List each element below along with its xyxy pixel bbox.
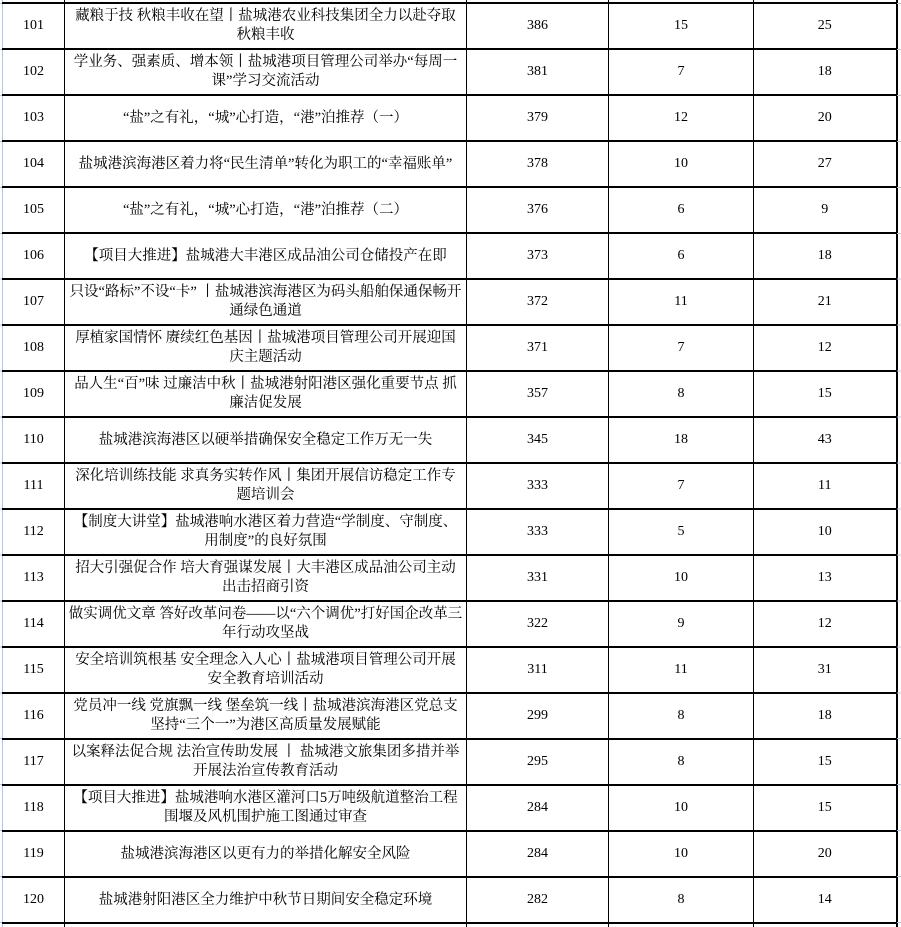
row-index: 102 xyxy=(3,49,65,95)
row-index: 107 xyxy=(3,279,65,325)
value-col-2: 11 xyxy=(609,279,754,325)
article-title: 做实调优文章 答好改革问卷——以“六个调优”打好国企改革三年行动攻坚战 xyxy=(65,601,467,647)
value-col-3: 20 xyxy=(754,95,897,141)
spacer-cell xyxy=(3,923,65,927)
articles-table xyxy=(2,0,898,927)
article-title: 【项目大推进】盐城港响水港区灌河口5万吨级航道整治工程围堰及风机围护施工图通过审查 xyxy=(65,785,467,831)
table-row xyxy=(3,877,897,923)
table-row xyxy=(3,739,897,785)
value-col-1: 386 xyxy=(467,3,609,49)
value-col-1: 378 xyxy=(467,141,609,187)
row-index: 110 xyxy=(3,417,65,463)
table-row xyxy=(3,371,897,417)
value-col-2: 8 xyxy=(609,693,754,739)
value-col-1: 333 xyxy=(467,509,609,555)
value-col-1: 373 xyxy=(467,233,609,279)
value-col-1: 376 xyxy=(467,187,609,233)
value-col-2: 10 xyxy=(609,831,754,877)
value-col-1: 311 xyxy=(467,647,609,693)
row-index: 109 xyxy=(3,371,65,417)
table-row xyxy=(3,831,897,877)
article-title: 盐城港滨海港区着力将“民生清单”转化为职工的“幸福账单” xyxy=(65,141,467,187)
article-title: 盐城港滨海港区以硬举措确保安全稳定工作万无一失 xyxy=(65,417,467,463)
value-col-1: 331 xyxy=(467,555,609,601)
value-col-3: 31 xyxy=(754,647,897,693)
row-index: 115 xyxy=(3,647,65,693)
value-col-2: 12 xyxy=(609,95,754,141)
table-row xyxy=(3,785,897,831)
value-col-1: 299 xyxy=(467,693,609,739)
value-col-3: 12 xyxy=(754,601,897,647)
table-row xyxy=(3,49,897,95)
article-title: 【项目大推进】盐城港大丰港区成品油公司仓储投产在即 xyxy=(65,233,467,279)
value-col-3: 13 xyxy=(754,555,897,601)
value-col-1: 381 xyxy=(467,49,609,95)
value-col-3: 18 xyxy=(754,49,897,95)
value-col-3: 20 xyxy=(754,831,897,877)
value-col-3: 27 xyxy=(754,141,897,187)
table-row xyxy=(3,325,897,371)
article-title: 以案释法促合规 法治宣传助发展 丨 盐城港文旅集团多措并举开展法治宣传教育活动 xyxy=(65,739,467,785)
value-col-1: 379 xyxy=(467,95,609,141)
value-col-1: 295 xyxy=(467,739,609,785)
article-title: “盐”之有礼，“城”心打造，“港”泊推荐（一） xyxy=(65,95,467,141)
row-index: 120 xyxy=(3,877,65,923)
article-title: 【制度大讲堂】盐城港响水港区着力营造“学制度、守制度、用制度”的良好氛围 xyxy=(65,509,467,555)
value-col-2: 9 xyxy=(609,601,754,647)
value-col-2: 5 xyxy=(609,509,754,555)
row-index: 106 xyxy=(3,233,65,279)
value-col-3: 18 xyxy=(754,693,897,739)
article-title: 厚植家国情怀 赓续红色基因丨盐城港项目管理公司开展迎国庆主题活动 xyxy=(65,325,467,371)
value-col-1: 282 xyxy=(467,877,609,923)
value-col-1: 345 xyxy=(467,417,609,463)
value-col-2: 6 xyxy=(609,187,754,233)
table-row xyxy=(3,187,897,233)
row-index: 108 xyxy=(3,325,65,371)
value-col-3: 12 xyxy=(754,325,897,371)
table-row xyxy=(3,647,897,693)
article-title: 招大引强促合作 培大育强谋发展丨大丰港区成品油公司主动出击招商引资 xyxy=(65,555,467,601)
value-col-3: 15 xyxy=(754,739,897,785)
table-row xyxy=(3,3,897,49)
value-col-1: 284 xyxy=(467,785,609,831)
table-row xyxy=(3,95,897,141)
value-col-3: 21 xyxy=(754,279,897,325)
value-col-2: 10 xyxy=(609,555,754,601)
value-col-2: 11 xyxy=(609,647,754,693)
value-col-3: 10 xyxy=(754,509,897,555)
value-col-3: 15 xyxy=(754,371,897,417)
table-row xyxy=(3,601,897,647)
article-title: 安全培训筑根基 安全理念入人心丨盐城港项目管理公司开展安全教育培训活动 xyxy=(65,647,467,693)
value-col-3: 18 xyxy=(754,233,897,279)
value-col-1: 357 xyxy=(467,371,609,417)
row-index: 113 xyxy=(3,555,65,601)
article-title: 品人生“百”味 过廉洁中秋丨盐城港射阳港区强化重要节点 抓廉洁促发展 xyxy=(65,371,467,417)
table-row xyxy=(3,417,897,463)
table-row xyxy=(3,555,897,601)
article-title: 深化培训练技能 求真务实转作风丨集团开展信访稳定工作专题培训会 xyxy=(65,463,467,509)
value-col-1: 372 xyxy=(467,279,609,325)
row-index: 112 xyxy=(3,509,65,555)
value-col-3: 25 xyxy=(754,3,897,49)
value-col-2: 8 xyxy=(609,739,754,785)
row-index: 114 xyxy=(3,601,65,647)
table-row xyxy=(3,233,897,279)
table-row xyxy=(3,279,897,325)
value-col-3: 9 xyxy=(754,187,897,233)
value-col-2: 7 xyxy=(609,325,754,371)
article-title: 只设“路标”不设“卡” 丨盐城港滨海港区为码头船舶保通保畅开通绿色通道 xyxy=(65,279,467,325)
row-index: 103 xyxy=(3,95,65,141)
value-col-3: 11 xyxy=(754,463,897,509)
article-title: 学业务、强素质、增本领丨盐城港项目管理公司举办“每周一课”学习交流活动 xyxy=(65,49,467,95)
value-col-3: 43 xyxy=(754,417,897,463)
table-body xyxy=(3,0,897,927)
row-index: 116 xyxy=(3,693,65,739)
row-index: 117 xyxy=(3,739,65,785)
value-col-2: 6 xyxy=(609,233,754,279)
value-col-2: 8 xyxy=(609,877,754,923)
value-col-2: 10 xyxy=(609,785,754,831)
value-col-1: 322 xyxy=(467,601,609,647)
value-col-2: 18 xyxy=(609,417,754,463)
value-col-1: 284 xyxy=(467,831,609,877)
value-col-1: 333 xyxy=(467,463,609,509)
value-col-3: 15 xyxy=(754,785,897,831)
row-index: 111 xyxy=(3,463,65,509)
table-row xyxy=(3,693,897,739)
row-index: 119 xyxy=(3,831,65,877)
spacer-cell xyxy=(65,923,467,927)
partial-row-bottom xyxy=(3,923,897,927)
value-col-2: 8 xyxy=(609,371,754,417)
row-index: 104 xyxy=(3,141,65,187)
table-row xyxy=(3,463,897,509)
row-index: 118 xyxy=(3,785,65,831)
spacer-cell xyxy=(467,923,609,927)
article-title: 党员冲一线 党旗飘一线 堡垒筑一线丨盐城港滨海港区党总支坚持“三个一”为港区高质量发展赋能 xyxy=(65,693,467,739)
article-title: “盐”之有礼，“城”心打造，“港”泊推荐（二） xyxy=(65,187,467,233)
value-col-3: 14 xyxy=(754,877,897,923)
article-title: 盐城港射阳港区全力维护中秋节日期间安全稳定环境 xyxy=(65,877,467,923)
spacer-cell xyxy=(754,923,897,927)
value-col-2: 15 xyxy=(609,3,754,49)
value-col-2: 7 xyxy=(609,49,754,95)
article-title: 藏粮于技 秋粮丰收在望丨盐城港农业科技集团全力以赴夺取秋粮丰收 xyxy=(65,3,467,49)
article-title: 盐城港滨海港区以更有力的举措化解安全风险 xyxy=(65,831,467,877)
value-col-2: 7 xyxy=(609,463,754,509)
table-row xyxy=(3,509,897,555)
value-col-2: 10 xyxy=(609,141,754,187)
row-index: 101 xyxy=(3,3,65,49)
gridline-right xyxy=(897,3,901,924)
spacer-cell xyxy=(609,923,754,927)
value-col-1: 371 xyxy=(467,325,609,371)
table-row xyxy=(3,141,897,187)
gridline-left xyxy=(0,3,2,924)
row-index: 105 xyxy=(3,187,65,233)
